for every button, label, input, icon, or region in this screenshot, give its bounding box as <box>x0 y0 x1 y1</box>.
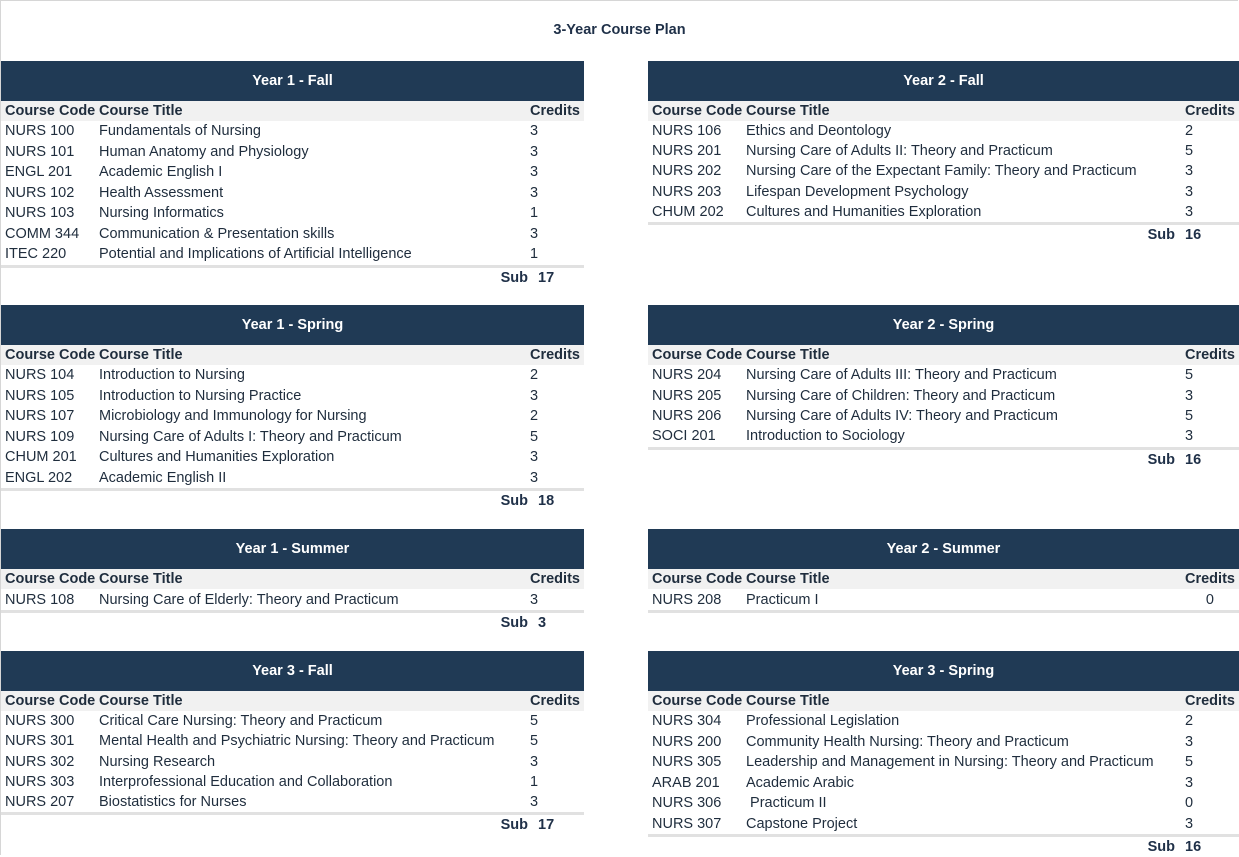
course-code: NURS 202 <box>652 163 722 180</box>
course-code-header: Course Code <box>5 103 96 119</box>
course-credits: 5 <box>1185 407 1194 424</box>
course-code: SOCI 201 <box>652 428 716 445</box>
course-code-header: Course Code <box>652 347 743 363</box>
course-title: Nursing Care of Adults III: Theory and Practicum <box>746 367 1057 384</box>
course-code: COMM 344 <box>5 225 80 242</box>
subtotal-label: Sub <box>1147 451 1175 468</box>
credits-header: Credits <box>530 571 580 587</box>
course-row <box>648 752 1239 773</box>
course-title: Academic English II <box>99 469 227 486</box>
course-credits: 3 <box>530 225 539 242</box>
term-year-2-spring <box>648 305 1239 470</box>
course-row <box>1 365 584 386</box>
subtotal-value: 17 <box>538 817 555 834</box>
course-title: Nursing Care of Elderly: Theory and Practicum <box>99 591 399 608</box>
course-code: ENGL 202 <box>5 469 73 486</box>
course-credits: 3 <box>1185 774 1194 791</box>
course-credits: 3 <box>530 387 539 404</box>
course-code: NURS 207 <box>5 794 75 811</box>
course-credits: 3 <box>1185 815 1194 832</box>
course-title: Cultures and Humanities Exploration <box>746 203 982 220</box>
course-credits: 5 <box>1185 754 1194 771</box>
course-credits: 3 <box>530 794 539 811</box>
subtotal-row <box>648 222 1239 245</box>
subtotal-label: Sub <box>500 615 528 631</box>
course-title: Nursing Research <box>99 753 216 770</box>
course-title: Leadership and Management in Nursing: Theory and Practicum <box>746 754 1154 771</box>
course-title-header: Course Title <box>746 693 830 709</box>
course-row <box>648 202 1239 222</box>
subtotal-divider <box>648 610 1239 613</box>
credits-header: Credits <box>1185 693 1235 709</box>
course-code: NURS 106 <box>652 123 722 140</box>
course-title: Nursing Care of Children: Theory and Practicum <box>746 387 1056 404</box>
course-title-header: Course Title <box>746 347 830 363</box>
term-header: Year 1 - Spring <box>1 305 584 345</box>
course-row <box>648 793 1239 814</box>
course-row <box>1 427 584 448</box>
course-title: Microbiology and Immunology for Nursing <box>99 408 367 425</box>
course-row <box>1 752 584 772</box>
course-code: NURS 102 <box>5 184 75 201</box>
course-credits: 3 <box>530 449 539 466</box>
course-row <box>1 468 584 489</box>
course-title: Academic English I <box>99 164 223 181</box>
course-code: NURS 307 <box>652 815 722 832</box>
course-row <box>1 792 584 812</box>
column-headers <box>1 569 584 589</box>
term-header: Year 2 - Summer <box>648 529 1239 569</box>
course-title: Capstone Project <box>746 815 858 832</box>
course-code: NURS 301 <box>5 733 75 750</box>
course-title: Introduction to Sociology <box>746 428 905 445</box>
course-code: CHUM 201 <box>5 449 77 466</box>
course-code: NURS 305 <box>652 754 722 771</box>
course-row <box>648 426 1239 446</box>
course-credits: 3 <box>530 753 539 770</box>
course-credits: 2 <box>1185 713 1194 730</box>
subtotal-label: Sub <box>1147 226 1175 243</box>
course-code: NURS 203 <box>652 183 722 200</box>
course-credits: 5 <box>530 733 539 750</box>
term-header: Year 3 - Spring <box>648 651 1239 691</box>
course-credits: 0 <box>1205 591 1214 608</box>
course-title: Academic Arabic <box>746 774 854 791</box>
course-code-header: Course Code <box>652 571 743 587</box>
course-credits: 3 <box>1185 203 1194 220</box>
subtotal-row <box>648 447 1239 470</box>
course-code: NURS 108 <box>5 591 75 608</box>
subtotal-value: 17 <box>538 269 555 286</box>
course-code: NURS 300 <box>5 713 75 730</box>
course-credits: 1 <box>530 205 539 222</box>
page-title: 3-Year Course Plan <box>553 22 686 38</box>
course-code: NURS 100 <box>5 123 75 140</box>
subtotal-value: 16 <box>1185 226 1202 243</box>
subtotal-label: Sub <box>1147 839 1175 855</box>
course-title: Fundamentals of Nursing <box>99 123 261 140</box>
course-code: NURS 103 <box>5 205 75 222</box>
course-code: NURS 107 <box>5 408 75 425</box>
course-credits: 3 <box>1185 428 1194 445</box>
course-credits: 5 <box>1185 367 1194 384</box>
course-title: Health Assessment <box>99 184 224 201</box>
course-credits: 2 <box>530 367 539 384</box>
subtotal-label: Sub <box>500 817 528 834</box>
course-row <box>1 224 584 245</box>
course-code: ARAB 201 <box>652 774 720 791</box>
course-code: CHUM 202 <box>652 203 724 220</box>
course-title: Nursing Care of Adults IV: Theory and Practicum <box>746 407 1058 424</box>
course-row <box>648 732 1239 753</box>
course-row <box>648 161 1239 181</box>
course-row <box>1 386 584 407</box>
course-title-header: Course Title <box>99 693 183 709</box>
course-code-header: Course Code <box>5 693 96 709</box>
course-credits: 1 <box>530 774 539 791</box>
credits-header: Credits <box>1185 103 1235 119</box>
course-credits: 2 <box>1185 123 1194 140</box>
course-credits: 3 <box>530 164 539 181</box>
course-row <box>648 406 1239 426</box>
course-code: ENGL 201 <box>5 164 73 181</box>
course-code: NURS 303 <box>5 774 75 791</box>
course-row <box>648 385 1239 405</box>
column-headers <box>1 345 584 365</box>
course-row <box>1 406 584 427</box>
course-row <box>648 182 1239 202</box>
course-row <box>648 711 1239 732</box>
course-code-header: Course Code <box>5 347 96 363</box>
course-credits: 3 <box>530 469 539 486</box>
course-credits: 5 <box>530 428 539 445</box>
course-title: Nursing Care of Adults I: Theory and Practicum <box>99 428 402 445</box>
course-credits: 3 <box>1185 163 1194 180</box>
course-credits: 3 <box>530 591 539 608</box>
course-row <box>1 142 584 163</box>
term-header: Year 1 - Summer <box>1 529 584 569</box>
course-row <box>648 589 1239 610</box>
column-headers <box>648 691 1239 711</box>
course-title: Lifespan Development Psychology <box>746 183 969 200</box>
course-code-header: Course Code <box>652 693 743 709</box>
course-title: Nursing Care of Adults II: Theory and Practicum <box>746 143 1053 160</box>
subtotal-row <box>1 265 584 288</box>
subtotal-label: Sub <box>500 269 528 286</box>
course-row <box>648 121 1239 141</box>
column-headers <box>1 101 584 121</box>
column-headers <box>1 691 584 711</box>
subtotal-value: 16 <box>1185 839 1202 855</box>
course-code: NURS 105 <box>5 387 75 404</box>
course-credits: 3 <box>530 143 539 160</box>
course-code: NURS 109 <box>5 428 75 445</box>
course-title: Nursing Care of the Expectant Family: Theory and Practicum <box>746 163 1137 180</box>
course-code: NURS 306 <box>652 795 722 812</box>
course-credits: 2 <box>530 408 539 425</box>
course-row <box>1 244 584 265</box>
course-code-header: Course Code <box>652 103 743 119</box>
column-headers <box>648 101 1239 121</box>
course-title-header: Course Title <box>99 103 183 119</box>
term-year-1-fall <box>1 61 584 288</box>
course-code: NURS 304 <box>652 713 722 730</box>
course-title: Nursing Informatics <box>99 205 224 222</box>
term-header: Year 2 - Spring <box>648 305 1239 345</box>
course-title: Community Health Nursing: Theory and Practicum <box>746 733 1069 750</box>
subtotal-value: 3 <box>538 615 547 631</box>
term-year-1-summer <box>1 529 584 633</box>
course-title: Practicum I <box>746 591 819 608</box>
course-title: Human Anatomy and Physiology <box>99 143 309 160</box>
course-credits: 3 <box>1185 387 1194 404</box>
course-row <box>1 183 584 204</box>
course-title: Professional Legislation <box>746 713 900 730</box>
course-code: ITEC 220 <box>5 246 67 263</box>
course-title: Practicum II <box>746 795 827 812</box>
term-header: Year 3 - Fall <box>1 651 584 691</box>
course-row <box>1 711 584 731</box>
subtotal-value: 16 <box>1185 451 1202 468</box>
course-title: Critical Care Nursing: Theory and Practicum <box>99 713 383 730</box>
course-title-header: Course Title <box>99 571 183 587</box>
subtotal-value: 18 <box>538 493 555 509</box>
course-row <box>1 589 584 610</box>
course-credits: 5 <box>1185 143 1194 160</box>
course-title: Ethics and Deontology <box>746 123 892 140</box>
course-code: NURS 302 <box>5 753 75 770</box>
course-title: Potential and Implications of Artificial Intelligence <box>99 246 412 263</box>
course-row <box>648 365 1239 385</box>
credits-header: Credits <box>530 347 580 363</box>
course-code: NURS 208 <box>652 591 722 608</box>
course-title: Cultures and Humanities Exploration <box>99 449 335 466</box>
column-headers <box>648 569 1239 589</box>
term-year-2-fall <box>648 61 1239 245</box>
column-headers <box>648 345 1239 365</box>
course-code: NURS 204 <box>652 367 722 384</box>
course-credits: 1 <box>530 246 539 263</box>
course-title-header: Course Title <box>746 571 830 587</box>
course-title-header: Course Title <box>99 347 183 363</box>
course-title: Interprofessional Education and Collaboration <box>99 774 393 791</box>
credits-header: Credits <box>530 103 580 119</box>
course-title: Introduction to Nursing Practice <box>99 387 302 404</box>
term-year-3-spring <box>648 651 1239 857</box>
course-title: Mental Health and Psychiatric Nursing: Theory and Practicum <box>99 733 495 750</box>
credits-header: Credits <box>530 693 580 709</box>
term-year-1-spring <box>1 305 584 511</box>
course-row <box>648 141 1239 161</box>
course-credits: 3 <box>530 184 539 201</box>
course-title: Introduction to Nursing <box>99 367 245 384</box>
course-row <box>1 121 584 142</box>
credits-header: Credits <box>1185 347 1235 363</box>
course-credits: 3 <box>530 123 539 140</box>
term-year-3-fall <box>1 651 584 835</box>
term-header: Year 1 - Fall <box>1 61 584 101</box>
course-code: NURS 104 <box>5 367 75 384</box>
course-title-header: Course Title <box>746 103 830 119</box>
course-credits: 3 <box>1185 733 1194 750</box>
course-row <box>1 447 584 468</box>
term-year-2-summer <box>648 529 1239 613</box>
subtotal-row <box>1 488 584 511</box>
course-code: NURS 206 <box>652 407 722 424</box>
subtotal-row <box>648 834 1239 857</box>
course-row <box>648 773 1239 794</box>
course-row <box>648 814 1239 835</box>
course-credits: 5 <box>530 713 539 730</box>
term-header: Year 2 - Fall <box>648 61 1239 101</box>
course-code-header: Course Code <box>5 571 96 587</box>
subtotal-label: Sub <box>500 493 528 509</box>
subtotal-row <box>1 610 584 633</box>
subtotal-row <box>1 812 584 835</box>
course-title: Biostatistics for Nurses <box>99 794 247 811</box>
course-credits: 3 <box>1185 183 1194 200</box>
course-row <box>1 772 584 792</box>
course-credits: 0 <box>1185 795 1194 812</box>
course-row <box>1 731 584 751</box>
course-title: Communication & Presentation skills <box>99 225 335 242</box>
course-code: NURS 101 <box>5 143 75 160</box>
course-code: NURS 205 <box>652 387 722 404</box>
credits-header: Credits <box>1185 571 1235 587</box>
course-code: NURS 201 <box>652 143 722 160</box>
course-code: NURS 200 <box>652 733 722 750</box>
course-row <box>1 162 584 183</box>
course-row <box>1 203 584 224</box>
